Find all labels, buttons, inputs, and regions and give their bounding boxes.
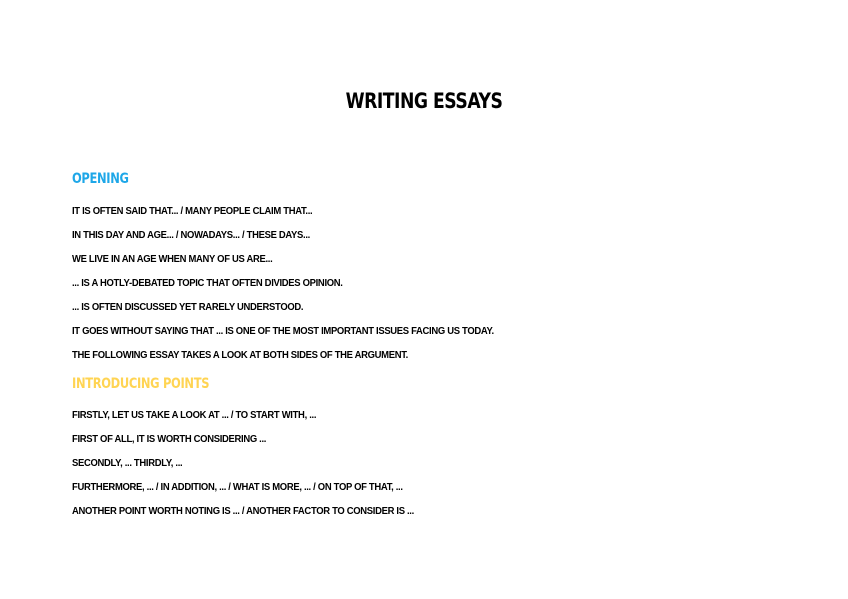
section-heading-introducing-points: INTRODUCING POINTS bbox=[72, 376, 210, 392]
introducing-line: FIRST OF ALL, IT IS WORTH CONSIDERING ... bbox=[72, 433, 267, 445]
introducing-line: FURTHERMORE, ... / IN ADDITION, ... / WHAT IS MORE, ... / ON TOP OF THAT, ... bbox=[72, 481, 403, 493]
page-title: WRITING ESSAYS bbox=[345, 89, 503, 113]
opening-line: WE LIVE IN AN AGE WHEN MANY OF US ARE... bbox=[72, 253, 273, 265]
opening-line: ... IS A HOTLY-DEBATED TOPIC THAT OFTEN DIVIDES OPINION. bbox=[72, 277, 343, 289]
section-heading-opening: OPENING bbox=[72, 171, 129, 187]
opening-line: IT GOES WITHOUT SAYING THAT ... IS ONE OF THE MOST IMPORTANT ISSUES FACING US TODAY. bbox=[72, 325, 494, 337]
opening-line: IN THIS DAY AND AGE... / NOWADAYS... / THESE DAYS... bbox=[72, 229, 310, 241]
opening-line: THE FOLLOWING ESSAY TAKES A LOOK AT BOTH SIDES OF THE ARGUMENT. bbox=[72, 349, 408, 361]
introducing-line: SECONDLY, ... THIRDLY, ... bbox=[72, 457, 183, 469]
opening-line: ... IS OFTEN DISCUSSED YET RARELY UNDERSTOOD. bbox=[72, 301, 304, 313]
opening-line: IT IS OFTEN SAID THAT... / MANY PEOPLE CLAIM THAT... bbox=[72, 205, 313, 217]
introducing-line: FIRSTLY, LET US TAKE A LOOK AT ... / TO START WITH, ... bbox=[72, 409, 317, 421]
introducing-line: ANOTHER POINT WORTH NOTING IS ... / ANOTHER FACTOR TO CONSIDER IS ... bbox=[72, 505, 414, 517]
